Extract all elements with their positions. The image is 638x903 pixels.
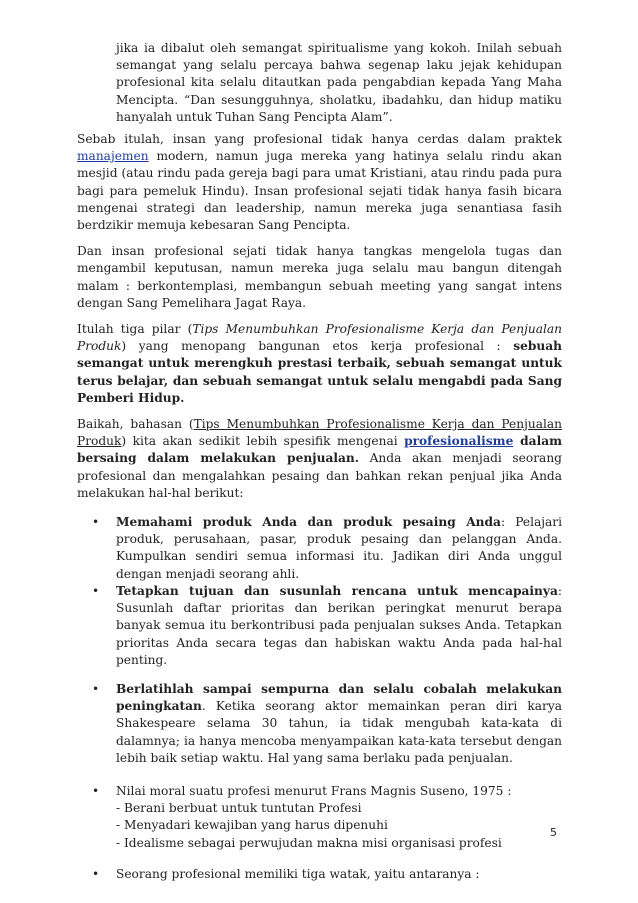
paragraph-1-text-a: Sebab itulah, insan yang profesional tidak hanya cerdas dalam praktek bbox=[77, 132, 562, 147]
list-item-title: Nilai moral suatu profesi menurut Frans Magnis Suseno, 1975 : bbox=[116, 783, 512, 798]
list-item-text: . Ketika seorang aktor memainkan peran diri karya Shakespeare selama 30 tahun, ia tidak mengubah kata-kata di dalamnya; ia hanya mencoba menyampaikan kata-kata tersebut dengan lebih baik setiap waktu. Hal yang sama berlaku pada penjualan. bbox=[116, 699, 562, 765]
list-item-subline: - Menyadari kewajiban yang harus dipenuhi bbox=[116, 818, 388, 833]
paragraph-3 bbox=[77, 321, 562, 407]
paragraph-4-underlined: Tips Menumbuhkan Profesionalisme Kerja dan Penjualan Produk bbox=[77, 417, 562, 449]
paragraph-4-end: Anda akan menjadi seorang profesional dan mengalahkan pesaing dan bahkan rekan penjual jika Anda melakukan hal-hal berikut: bbox=[77, 451, 562, 500]
list-item bbox=[92, 866, 562, 883]
paragraph-3-bold: sebuah semangat untuk merengkuh prestasi terbaik, sebuah semangat untuk terus belajar, dan sebuah semangat untuk selalu mengabdi pada Sang Pemberi Hidup. bbox=[77, 339, 562, 405]
quote-text: jika ia dibalut oleh semangat spiritualisme yang kokoh. Inilah sebuah semangat yang selalu percaya bahwa segenap laku jejak kehidupan profesional kita selalu ditautkan pada pengabdian kepada Yang Maha Mencipta. “Dan sesungguhnya, sholatku, ibadahku, dan hidup matiku hanyalah untuk Tuhan Sang Pencipta Alam”. bbox=[116, 41, 562, 124]
paragraph-4-bold: dalam bersaing dalam melakukan penjualan. bbox=[77, 434, 562, 466]
list-item-subline: - Idealisme sebagai perwujudan makna misi organisasi profesi bbox=[116, 835, 502, 850]
bullet-icon: • bbox=[92, 866, 100, 881]
paragraph-1-text-b: modern, namun juga mereka yang hatinya selalu rindu akan mesjid (atau rindu pada gereja bagi para umat Kristiani, atau rindu pada pura bagi para pemeluk Hindu). Insan profesional sejati tidak hanya fasih bicara mengenai strategi dan leadership, namun mereka juga senantiasa fasih berdzikir memuja kebesaran Sang Pencipta. bbox=[77, 149, 562, 233]
list-item bbox=[92, 681, 562, 767]
list-item-bold: Berlatihlah sampai sempurna dan selalu cobalah melakukan peningkatan bbox=[116, 681, 562, 714]
paragraph-3-start: Itulah tiga pilar ( bbox=[77, 322, 193, 337]
list-item bbox=[92, 583, 562, 669]
list-item bbox=[92, 783, 562, 852]
paragraph-4-start: Baikah, bahasan ( bbox=[77, 417, 194, 432]
page-number: 5 bbox=[550, 826, 557, 839]
paragraph-3-mid: ) yang menopang bangunan etos kerja profesional : bbox=[121, 339, 514, 354]
quote-block bbox=[116, 40, 562, 126]
paragraph-4 bbox=[77, 416, 562, 502]
bullet-icon: • bbox=[92, 783, 100, 798]
paragraph-3-italic: Tips Menumbuhkan Profesionalisme Kerja dan Penjualan Produk bbox=[77, 322, 562, 354]
list-item bbox=[92, 514, 563, 583]
bullet-icon: • bbox=[92, 681, 100, 696]
list-item-text: : Pelajari produk, perusahaan, pasar, produk pesaing dan pelanggan Anda. Kumpulkan sendiri semua informasi itu. Jadikan diri Anda unggul dengan menjadi seorang ahli. bbox=[116, 515, 563, 581]
list-item-bold: Tetapkan tujuan dan susunlah rencana untuk mencapainya bbox=[116, 583, 558, 598]
manajemen-link[interactable]: manajemen bbox=[77, 149, 149, 164]
document-body bbox=[77, 40, 562, 883]
bullet-icon: • bbox=[92, 515, 100, 530]
tips-list bbox=[77, 514, 562, 883]
paragraph-4-mid: ) kita akan sedikit lebih spesifik mengenai bbox=[121, 434, 405, 449]
profesionalisme-link[interactable]: profesionalisme bbox=[404, 434, 514, 449]
list-item-text: Seorang profesional memiliki tiga watak, yaitu antaranya : bbox=[116, 866, 480, 881]
list-item-subline: - Berani berbuat untuk tuntutan Profesi bbox=[116, 801, 362, 816]
paragraph-2: Dan insan profesional sejati tidak hanya tangkas mengelola tugas dan mengambil keputusan, namun mereka juga selalu mau bangun ditengah malam : berkontemplasi, membangun sebuah meeting yang sangat intens dengan Sang Pemelihara Jagat Raya. bbox=[77, 244, 562, 310]
list-item-bold: Memahami produk Anda dan produk pesaing Anda bbox=[116, 515, 501, 530]
paragraph-1 bbox=[77, 131, 562, 234]
bullet-icon: • bbox=[92, 583, 100, 598]
list-item-text: : Susunlah daftar prioritas dan berikan peringkat menurut berapa banyak semua itu berkontribusi pada penjualan sukses Anda. Tetapkan prioritas Anda secara tegas dan habiskan waktu Anda pada hal-hal penting. bbox=[116, 583, 562, 667]
